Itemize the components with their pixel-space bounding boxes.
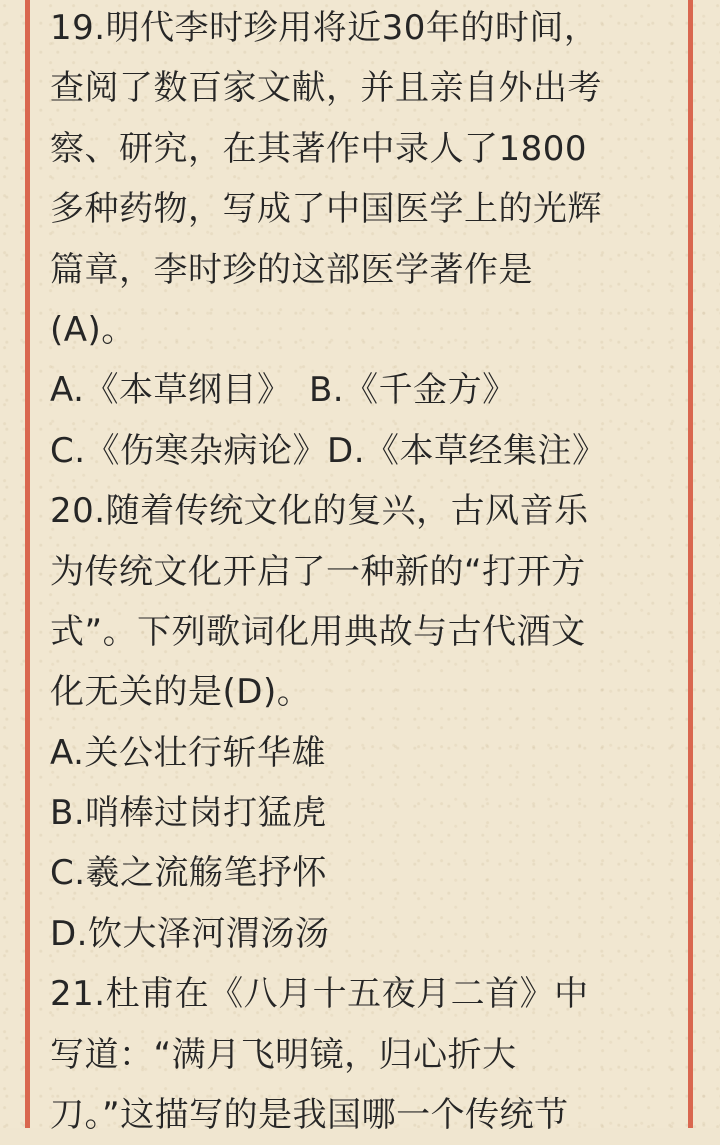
- q20-option-b: B.哨棒过岗打猛虎: [50, 793, 327, 834]
- q20-line-1: 20.随着传统文化的复兴，古风音乐: [50, 491, 589, 532]
- q19-options-cd: C.《伤寒杂病论》D.《本草经集注》: [50, 430, 607, 471]
- left-red-border: [25, 0, 30, 1128]
- q19-line-4: 多种药物，写成了中国医学上的光辉: [50, 189, 602, 230]
- right-red-border: [688, 0, 693, 1128]
- q19-line-1: 19.明代李时珍用将近30年的时间，: [50, 8, 599, 48]
- q20-line-3: 式”。下列歌词化用典故与古代酒文: [50, 611, 586, 652]
- q20-option-a: A.关公壮行斩华雄: [50, 732, 326, 773]
- q20-answer: 化无关的是(D)。: [50, 672, 312, 713]
- q19-options-ab: A.《本草纲目》 B.《千金方》: [50, 370, 517, 411]
- q19-line-2: 查阅了数百家文献，并且亲自外出考: [50, 68, 602, 109]
- q20-option-d: D.饮大泽河渭汤汤: [50, 913, 330, 954]
- q21-line-1: 21.杜甫在《八月十五夜月二首》中: [50, 974, 589, 1015]
- q21-line-2: 写道：“满月飞明镜，归心折大: [50, 1034, 517, 1075]
- q19-answer: (A)。: [50, 309, 136, 350]
- q21-line-3: 刀。”这描写的是我国哪一个传统节: [50, 1095, 569, 1136]
- q20-option-c: C.羲之流觞笔抒怀: [50, 853, 328, 894]
- document-body: [50, 0, 680, 1145]
- q20-line-2: 为传统文化开启了一种新的“打开方: [50, 551, 586, 592]
- q19-line-5: 篇章，李时珍的这部医学著作是: [50, 249, 533, 290]
- q19-line-3: 察、研究，在其著作中录人了1800: [50, 128, 588, 169]
